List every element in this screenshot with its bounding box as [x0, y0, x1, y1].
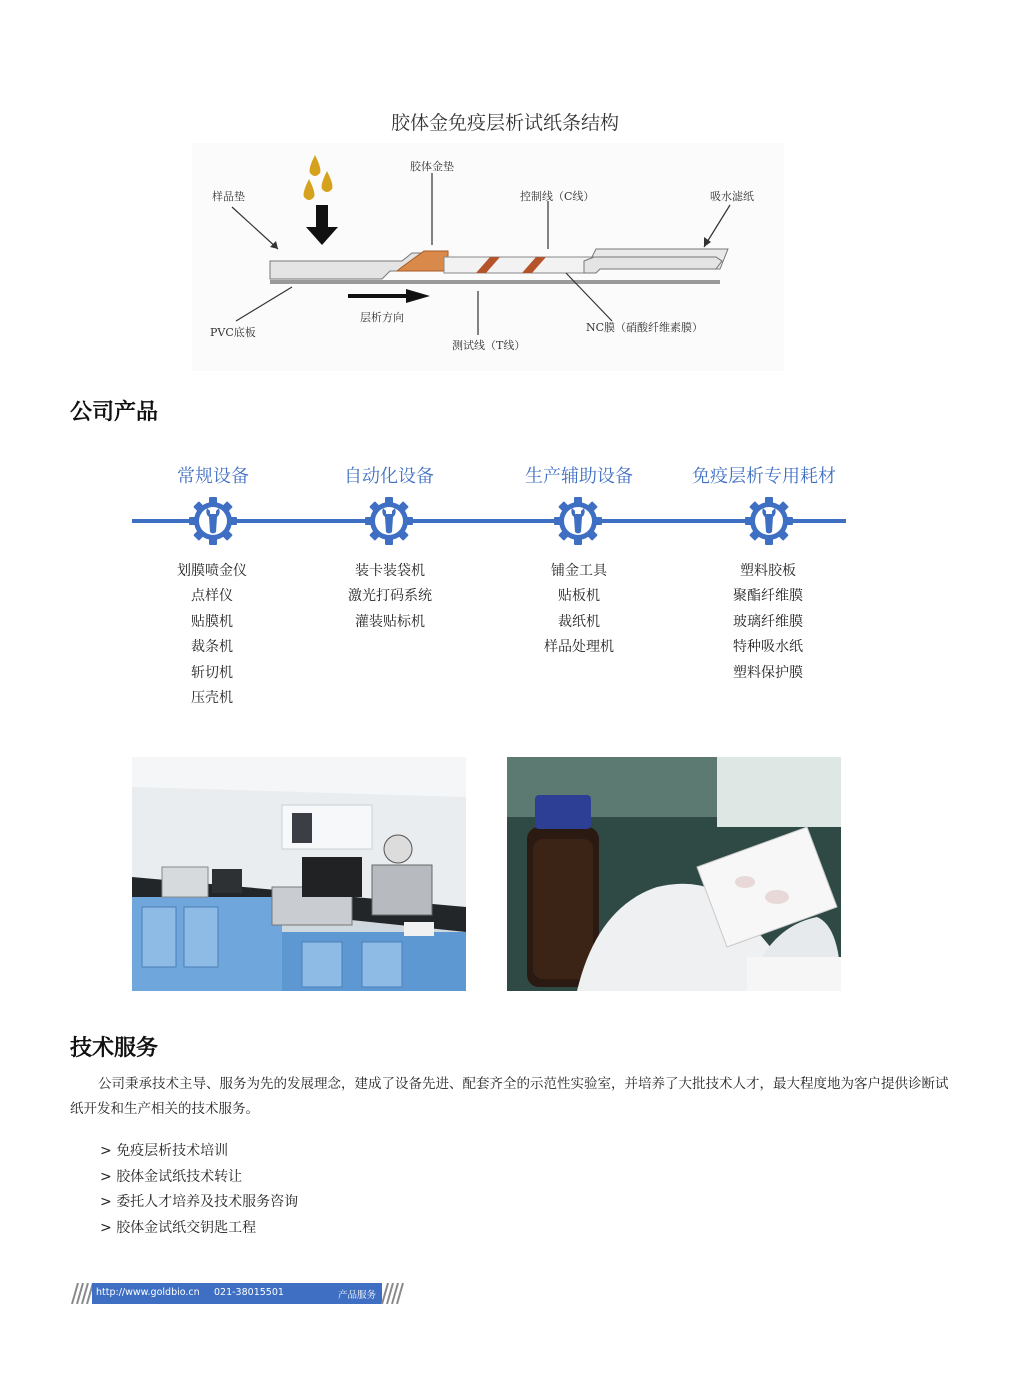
strip-body: [270, 249, 728, 284]
list-item: 贴板机: [558, 588, 600, 605]
stripes-right-icon: [380, 1283, 406, 1304]
list-item: 激光打码系统: [348, 588, 432, 605]
list-item: 压壳机: [191, 690, 233, 707]
list-item: 玻璃纤维膜: [733, 613, 803, 630]
flow-arrow-icon: [348, 289, 430, 303]
category-title-consumables: 免疫层析专用耗材: [692, 466, 836, 487]
list-item: > 胶体金试纸技术转让: [100, 1165, 298, 1191]
list-item: 灌装贴标机: [355, 613, 425, 630]
label-nc-membrane: NC膜（硝酸纤维素膜）: [586, 321, 704, 334]
list-item: 塑料胶板: [740, 563, 796, 579]
footer-phone: 021-38015501: [214, 1287, 284, 1298]
tech-service-list: [100, 1139, 298, 1241]
label-control-line: 控制线（C线）: [520, 190, 595, 203]
category-list-conventional: [122, 559, 302, 711]
lab-photo: [132, 757, 466, 991]
list-item: 聚酯纤维膜: [733, 588, 803, 605]
footer-bar: [70, 1283, 406, 1304]
footer-section: 产品服务: [338, 1290, 377, 1301]
sample-drops-icon: [304, 155, 333, 200]
category-title-conventional: 常规设备: [177, 466, 249, 487]
footer-url[interactable]: http://www.goldbio.cn: [96, 1287, 200, 1298]
label-pvc-backing: PVC底板: [210, 326, 256, 339]
list-item: 装卡装袋机: [355, 563, 425, 579]
list-item: > 免疫层析技术培训: [100, 1139, 298, 1165]
label-conjugate-pad: 胶体金垫: [410, 160, 454, 173]
test-strip-diagram: [192, 143, 784, 371]
list-item: 特种吸水纸: [733, 639, 803, 656]
wrench-gear-icon: [364, 496, 414, 546]
category-title-auxiliary: 生产辅助设备: [525, 466, 633, 487]
diagram-title: 胶体金免疫层析试纸条结构: [390, 112, 619, 134]
list-item: 点样仪: [191, 588, 233, 605]
category-list-consumables: [678, 559, 858, 686]
stripes-left-icon: [70, 1283, 94, 1304]
wrench-gear-icon: [553, 496, 603, 546]
label-absorbent-paper: 吸水滤纸: [710, 190, 754, 203]
list-item: 裁纸机: [558, 613, 600, 630]
timeline-line: [132, 519, 846, 523]
list-item: > 委托人才培养及技术服务咨询: [100, 1190, 298, 1216]
category-list-automation: [300, 559, 480, 635]
test-kit-photo: [507, 757, 841, 991]
list-item: 斩切机: [191, 664, 233, 681]
label-test-line: 测试线（T线）: [452, 339, 526, 352]
tech-paragraph: 公司秉承技术主导、服务为先的发展理念，建成了设备先进、配套齐全的示范性实验室，并培养了大批技术人才，最大程度地为客户提供诊断试纸开发和生产相关的技术服务。: [70, 1076, 949, 1117]
category-title-automation: 自动化设备: [344, 466, 434, 487]
list-item: 样品处理机: [544, 639, 614, 656]
wrench-gear-icon: [188, 496, 238, 546]
label-sample-pad: 样品垫: [212, 190, 245, 203]
down-arrow-icon: [306, 205, 338, 245]
tech-heading: 技术服务: [70, 1036, 159, 1061]
list-item: 铺金工具: [551, 563, 607, 579]
list-item: 贴膜机: [191, 613, 233, 630]
list-item: > 胶体金试纸交钥匙工程: [100, 1216, 298, 1242]
list-item: 塑料保护膜: [733, 664, 803, 681]
list-item: 划膜喷金仪: [177, 563, 247, 579]
list-item: 裁条机: [191, 639, 233, 656]
wrench-gear-icon: [744, 496, 794, 546]
label-flow-direction: 层析方向: [360, 311, 404, 324]
category-list-auxiliary: [489, 559, 669, 661]
products-heading: 公司产品: [70, 400, 159, 425]
